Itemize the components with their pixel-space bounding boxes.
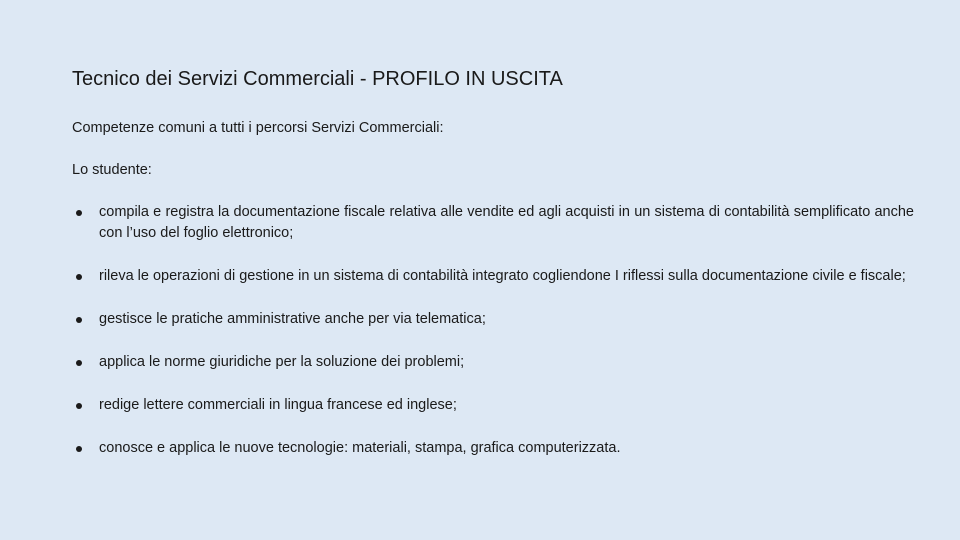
section-subtitle: Competenze comuni a tutti i percorsi Servizi Commerciali: xyxy=(72,120,444,136)
bullet-dot-icon xyxy=(76,210,82,216)
bullet-dot-icon xyxy=(76,403,82,409)
list-item xyxy=(72,352,914,373)
list-item xyxy=(72,202,914,244)
competence-list xyxy=(72,202,914,481)
bullet-dot-icon xyxy=(76,317,82,323)
list-item xyxy=(72,309,914,330)
slide-title: Tecnico dei Servizi Commerciali - PROFILO IN USCITA xyxy=(72,68,563,90)
bullet-dot-icon xyxy=(76,446,82,452)
list-item xyxy=(72,395,914,416)
list-item-text: applica le norme giuridiche per la soluzione dei problemi; xyxy=(99,354,465,370)
list-item-text: conosce e applica le nuove tecnologie: materiali, stampa, grafica computerizzata. xyxy=(99,440,621,456)
list-item-text: compila e registra la documentazione fiscale relativa alle vendite ed agli acquisti in un sistema di contabilità semplificato anche con l’uso del foglio elettronico; xyxy=(99,204,914,241)
bullet-dot-icon xyxy=(76,360,82,366)
list-item-text: gestisce le pratiche amministrative anche per via telematica; xyxy=(99,311,486,327)
list-item-text: redige lettere commerciali in lingua francese ed inglese; xyxy=(99,397,457,413)
list-item xyxy=(72,266,914,287)
bullet-dot-icon xyxy=(76,274,82,280)
intro-text: Lo studente: xyxy=(72,162,152,178)
list-item-text: rileva le operazioni di gestione in un sistema di contabilità integrato cogliendone I riflessi sulla documentazione civile e fiscale; xyxy=(99,268,906,284)
list-item xyxy=(72,438,914,459)
